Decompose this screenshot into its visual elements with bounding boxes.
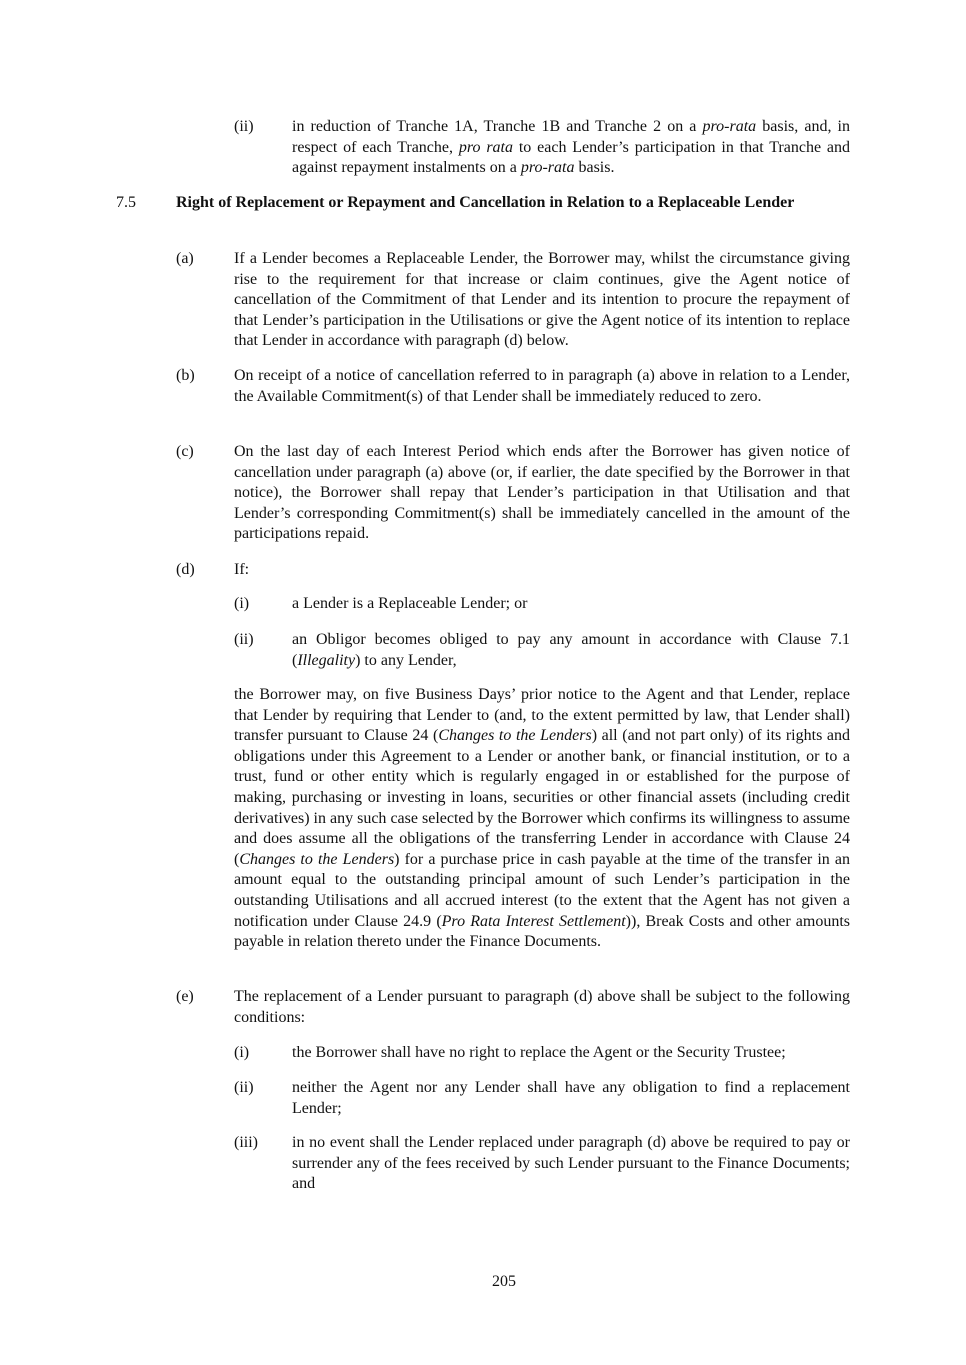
paragraph-b: On receipt of a notice of cancellation referred to in paragraph (a) above in relation to a Lender, the Available Commitment(s) of that Lender shall be immediately reduced to zero. [234,367,850,405]
paragraph-label: (b) [176,367,195,384]
italic-term: Pro Rata Interest Settlement [441,912,626,930]
text-run: an Obligor becomes obliged to pay any amount in accordance with Clause 7.1 ( [292,631,850,669]
italic-term: pro rata [458,138,514,156]
paragraph-e-intro: The replacement of a Lender pursuant to paragraph (d) above shall be subject to the following conditions: [234,988,850,1026]
paragraph-label: (c) [176,443,194,460]
list-label: (i) [234,1044,250,1061]
list-item-text [292,630,850,671]
section-title: Right of Replacement or Repayment and Cancellation in Relation to a Replaceable Lender [176,194,795,211]
list-item-text: in no event shall the Lender replaced under paragraph (d) above be required to pay or surrender any of the fees received by such Lender pursuant to the Finance Documents; and [292,1134,850,1193]
list-label: (iii) [234,1134,258,1151]
text-run: the Borrower may, on five Business Days’ prior notice to the Agent and that Lender, replace that Lender by requiring that Lender to (and, to the extent permitted by law, that Lender shall) transfer pursuant to Clause 24 ( [234,686,850,745]
paragraph-c: On the last day of each Interest Period which ends after the Borrower has given notice of cancellation under paragraph (a) above (or, if earlier, the date specified by the Borrower in that notice), the Borrower shall repay that Lender’s participation in that Utilisation and that Lender’s corresponding Commitment(s) shall be immediately cancelled in the amount of the participations repaid. [234,443,850,543]
list-item-text [292,117,850,179]
italic-term: pro-rata [702,118,757,135]
italic-term: Changes to the Lenders [239,850,395,868]
list-label: (ii) [234,1079,254,1096]
paragraph-label: (e) [176,988,194,1005]
list-item-text: a Lender is a Replaceable Lender; or [292,595,528,612]
text-run: in reduction of Tranche 1A, Tranche 1B and Tranche 2 on a [292,118,703,135]
paragraph-d-tail [234,685,850,953]
text-run: ) all (and not part only) of its rights and obligations under this Agreement to a Lender or another bank, or financial institution, or to a trust, fund or other entity which is regularly engaged in or established for the purpose of making, purchasing or investing in loans, securities or other financial assets (including credit derivatives) in any such case selected by the Borrower which confirms its willingness to assume and does assume all the obligations of the transferring Lender in accordance with Clause 24 ( [234,727,851,868]
list-item-text: neither the Agent nor any Lender shall have any obligation to find a replacement Lender; [292,1079,850,1117]
list-item-text: the Borrower shall have no right to replace the Agent or the Security Trustee; [292,1044,786,1061]
italic-term: Changes to the Lenders [438,727,592,745]
text-run: basis. [574,159,615,177]
page-number: 205 [492,1273,516,1290]
italic-term: Illegality [297,651,356,669]
text-run: to each Lender’s participation in that Tranche and against repayment instalments on a [292,138,851,177]
text-run: ) for a purchase price in cash payable at the time of the transfer in an amount equal to the outstanding principal amount of such Lender’s participation in the outstanding Utilisations and all accrued interest (to the extent that the Agent has not given a notification under Clause 24.9 ( [234,850,851,930]
text-run: ) to any Lender, [355,651,457,669]
text-run: basis, and, in respect of each Tranche, [292,118,851,156]
text-run: )), Break Costs and other amounts payable in relation thereto under the Finance Documents. [234,912,851,951]
list-label: (ii) [234,631,254,648]
section-number: 7.5 [116,194,136,211]
paragraph-a: If a Lender becomes a Replaceable Lender, the Borrower may, whilst the circumstance giving rise to the requirement for that increase or claim continues, give the Agent notice of cancellation of the Commitment of that Lender and its intention to procure the repayment of that Lender’s participation in the Utilisations or give the Agent notice of its intention to replace that Lender in accordance with paragraph (d) below. [234,250,850,350]
list-label: (ii) [234,118,254,135]
paragraph-d-intro: If: [234,561,250,578]
paragraph-label: (a) [176,250,194,267]
list-label: (i) [234,595,250,612]
paragraph-label: (d) [176,561,195,578]
italic-term: pro-rata [520,159,575,177]
